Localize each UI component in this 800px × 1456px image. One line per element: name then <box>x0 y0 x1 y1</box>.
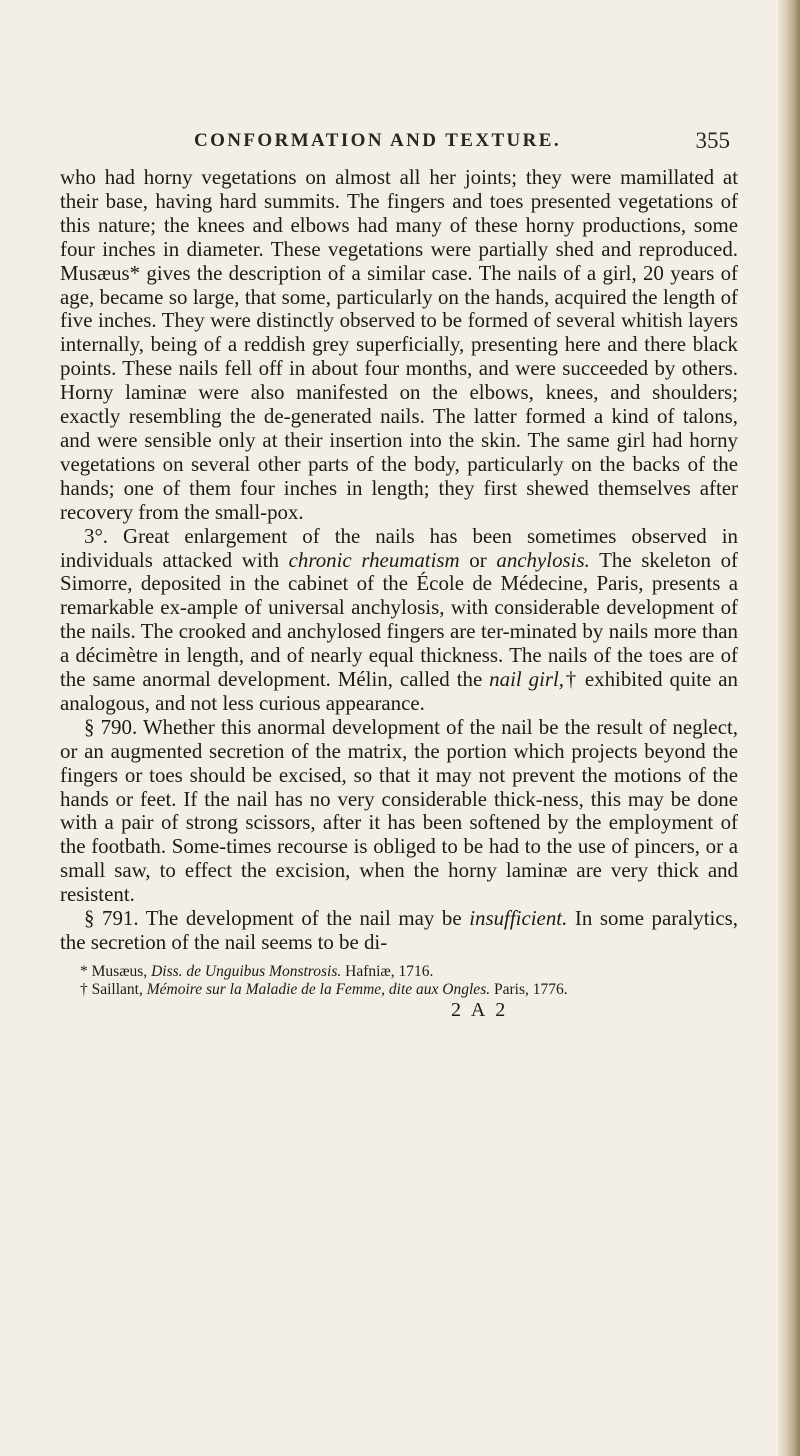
paragraph-text-run: nail girl, <box>489 667 565 692</box>
footnote-text-run: † Saillant, <box>80 980 147 998</box>
footnote-text-run: * Musæus, <box>80 962 152 980</box>
paragraph-section-791 <box>60 907 738 955</box>
page-edge <box>778 0 800 1456</box>
paragraph-chronic-rheumatism <box>60 525 738 716</box>
footnote-text-run: Diss. de Unguibus Monstrosis. <box>151 962 342 980</box>
paragraph-text-run: The skeleton of Simorre, deposited in the cabinet of the École de Médecine, Paris, presents a remarkable ex-ample of universal anchylosis, with considerable development of the nails. The crooked and anchylosed fingers are ter-minated by nails more than a décimètre in length, and of nearly equal thickness. The nails of the toes are of the same anormal development. Mélin, called the <box>60 547 738 692</box>
footnotes <box>60 963 738 999</box>
paragraph-text-run: chronic rheumatism <box>288 547 460 572</box>
footnote-text-run: Paris, 1776. <box>490 980 568 998</box>
footnote-saillant <box>80 981 738 999</box>
paragraph-continued-case <box>60 166 738 525</box>
paragraph-text-run: § 790. Whether this anormal development of the nail be the result of neglect, or an augmented secretion of the matrix, the portion which projects beyond the fingers or toes should be excised, so that it may not prevent the motions of the hands or feet. If the nail has no very considerable thick-ness, this may be done with a pair of strong scissors, after it has been softened by the employment of the footbath. Some-times recourse is obliged to be had to the use of pincers, or a small saw, to effect the excision, when the horny laminæ are very thick and resistent. <box>60 714 738 907</box>
paragraph-text-run: or <box>459 547 497 572</box>
paragraph-text-run: In some paralytics, the secretion of the nail seems to be di- <box>60 906 738 954</box>
footnote-text-run: Hafniæ, 1716. <box>341 962 434 980</box>
page-number: 355 <box>695 128 730 153</box>
paragraph-text-run: † exhibited quite an analogous, and not less curious appearance. <box>60 667 738 715</box>
printer-signature: 2 A 2 <box>451 998 509 1021</box>
paragraph-text-run: insufficient. <box>469 906 568 931</box>
footnote-text-run: Mémoire sur la Maladie de la Femme, dite aux Ongles. <box>146 980 491 998</box>
paragraph-section-790 <box>60 716 738 907</box>
paragraph-text-run: 3°. Great enlargement of the nails has been sometimes observed in individuals attacked with <box>60 523 738 572</box>
footnote-musaeus <box>80 963 738 981</box>
book-page <box>60 128 738 1022</box>
body-text <box>60 166 738 955</box>
paragraph-text-run: anchylosis. <box>496 547 590 572</box>
running-head <box>60 128 738 164</box>
running-title: CONFORMATION AND TEXTURE. <box>194 130 562 151</box>
paragraph-text-run: who had horny vegetations on almost all her joints; they were mamillated at their base, having hard summits. The fingers and toes presented vegetations of this nature; the knees and elbows had many of these horny productions, some four inches in diameter. These vegetations were partially shed and reproduced. Musæus* gives the description of a similar case. The nails of a girl, 20 years of age, became so large, that some, particularly on the hands, acquired the length of five inches. They were distinctly observed to be formed of several whitish layers internally, being of a reddish grey superficially, presenting here and there black points. These nails fell off in about four months, and were succeeded by others. Horny laminæ were also manifested on the elbows, knees, and shoulders; exactly resembling the de-generated nails. The latter formed a kind of talons, and were sensible only at their insertion into the skin. The same girl had horny vegetations on several other parts of the body, particularly on the backs of the hands; one of them four inches in length; they first shewed themselves after recovery from the small-pox. <box>60 165 738 524</box>
paragraph-text-run: § 791. The development of the nail may be <box>84 906 470 931</box>
